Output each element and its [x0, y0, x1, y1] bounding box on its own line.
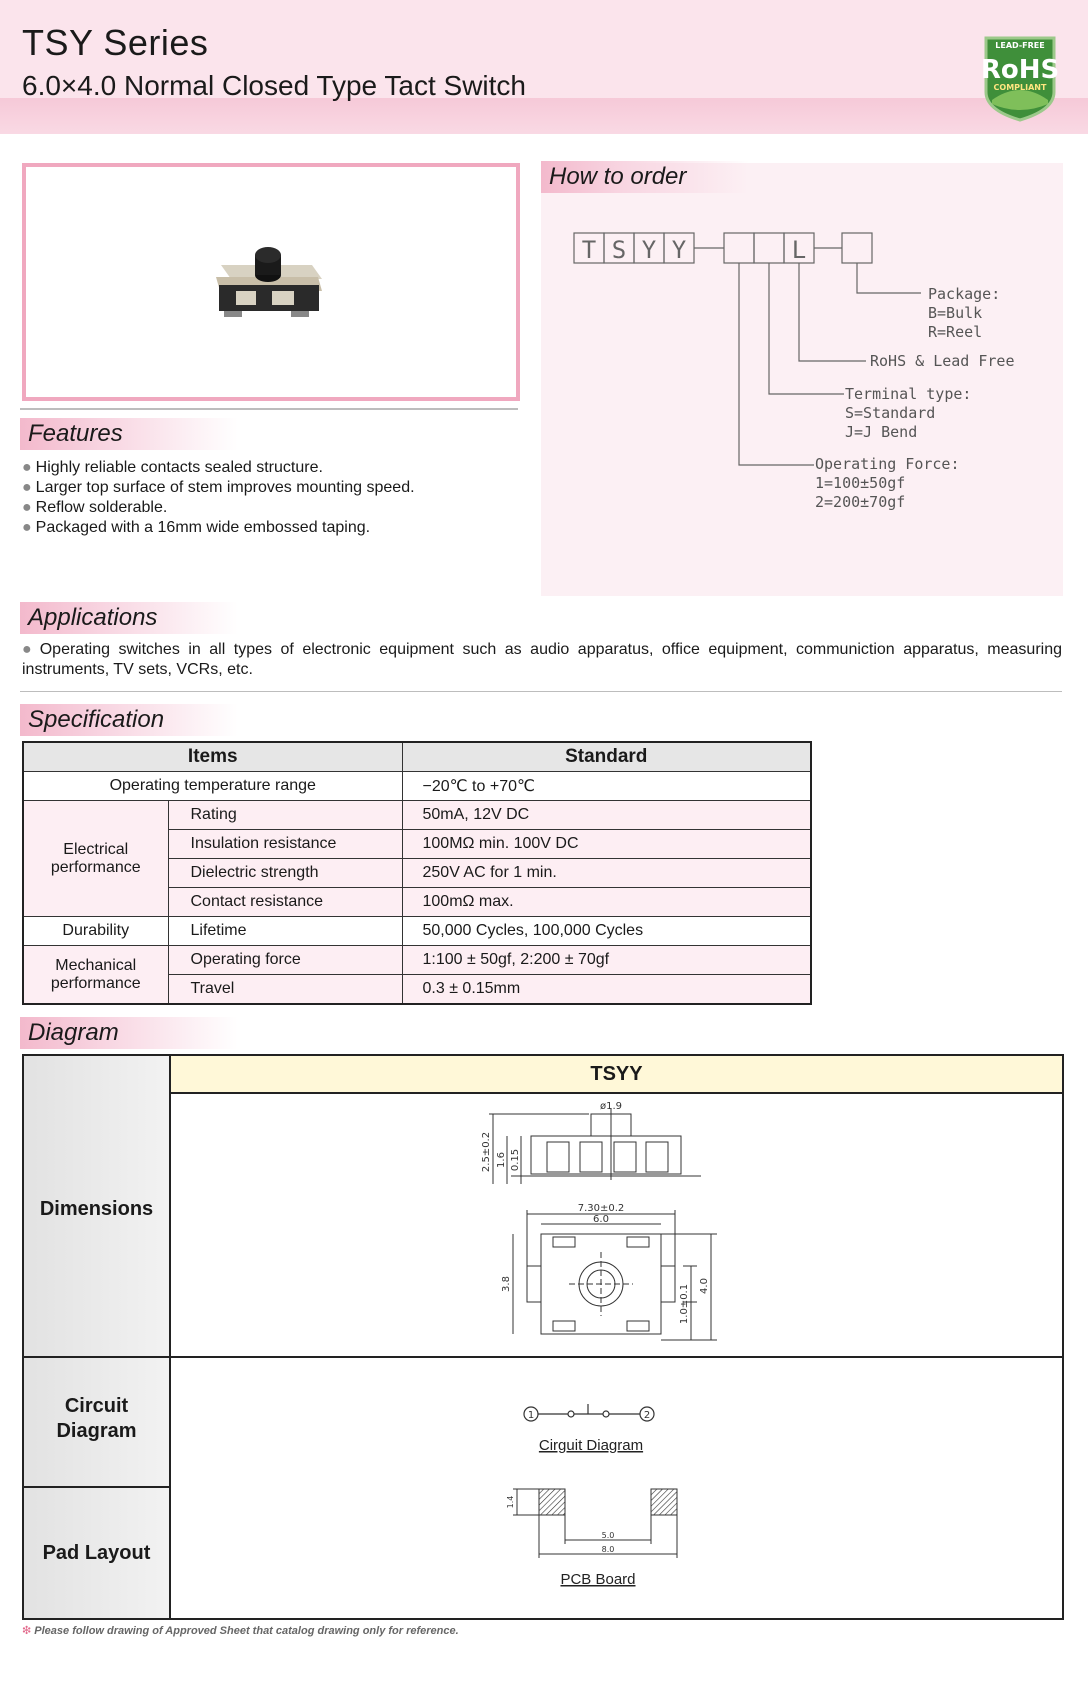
table-cell: Contact resistance — [168, 888, 402, 917]
svg-text:T: T — [581, 236, 597, 264]
table-cell: Electrical performance — [23, 801, 168, 917]
svg-text:Y: Y — [671, 236, 687, 264]
applications-text: ● Operating switches in all types of electronic equipment such as audio apparatus, office equipment, communiction apparatus, measuring instruments, TV sets, VCRs, etc. — [22, 641, 1062, 678]
specification-table — [22, 741, 812, 1005]
table-cell: 0.3 ± 0.15mm — [402, 975, 811, 1005]
applications-heading: Applications — [20, 602, 238, 634]
svg-text:2: 2 — [643, 1410, 651, 1421]
svg-text:1: 1 — [527, 1410, 535, 1421]
list-item: ● Larger top surface of stem improves mounting speed. — [22, 479, 415, 496]
order-code-diagram — [541, 163, 1063, 596]
features-heading: Features — [20, 418, 238, 450]
svg-text:4.0: 4.0 — [699, 1278, 710, 1294]
column-header: Standard — [402, 742, 811, 772]
divider — [20, 408, 518, 410]
rohs-badge-icon — [980, 30, 1060, 122]
circuit-cell — [24, 1358, 171, 1488]
table-cell: Durability — [23, 917, 168, 946]
svg-text:Y: Y — [641, 236, 657, 264]
svg-text:Cirguit Diagram: Cirguit Diagram — [538, 1437, 644, 1454]
svg-text:RoHS: RoHS — [980, 55, 1060, 85]
table-cell: Mechanical performance — [23, 946, 168, 1005]
table-cell: Operating force — [168, 946, 402, 975]
svg-text:6.0: 6.0 — [593, 1214, 609, 1225]
svg-text:3.8: 3.8 — [501, 1276, 512, 1292]
diagram-heading: Diagram — [20, 1017, 238, 1049]
specification-heading: Specification — [20, 704, 238, 736]
svg-text:1.6: 1.6 — [496, 1152, 507, 1168]
svg-text:0.15: 0.15 — [510, 1148, 521, 1172]
package-option: Package: B=Bulk R=Reel — [928, 285, 1001, 341]
table-cell: 50,000 Cycles, 100,000 Cycles — [402, 917, 811, 946]
dimension-drawing — [171, 1094, 1062, 1356]
how-to-order-heading: How to order — [541, 161, 749, 193]
dimensions-cell — [24, 1056, 171, 1358]
table-cell: 50mA, 12V DC — [402, 801, 811, 830]
list-item: ● Reflow solderable. — [22, 499, 168, 516]
table-cell: 100mΩ max. — [402, 888, 811, 917]
column-header: Items — [23, 742, 402, 772]
features-list — [22, 458, 522, 538]
page-header — [0, 0, 1088, 134]
svg-text:PCB Board: PCB Board — [560, 1571, 636, 1588]
table-cell: Travel — [168, 975, 402, 1005]
svg-text:2.5±0.2: 2.5±0.2 — [481, 1131, 492, 1173]
table-cell: Insulation resistance — [168, 830, 402, 859]
list-item: ● Highly reliable contacts sealed structure. — [22, 459, 323, 476]
diagram-table — [22, 1054, 1064, 1620]
table-cell: −20℃ to +70℃ — [402, 772, 811, 801]
dimensions-label: Dimensions — [39, 1198, 154, 1220]
svg-text:S: S — [611, 236, 627, 264]
table-cell: Rating — [168, 801, 402, 830]
svg-text:8.0: 8.0 — [601, 1545, 615, 1554]
circuit-drawing — [171, 1358, 1062, 1486]
product-photo-frame — [22, 163, 520, 401]
force-option: Operating Force: 1=100±50gf 2=200±70gf — [815, 455, 960, 511]
svg-text:L: L — [791, 236, 807, 264]
svg-text:7.30±0.2: 7.30±0.2 — [577, 1203, 625, 1214]
table-cell: Operating temperature range — [23, 772, 402, 801]
svg-text:LEAD-FREE: LEAD-FREE — [995, 41, 1045, 50]
terminal-option: Terminal type: S=Standard J=J Bend — [845, 385, 972, 441]
tact-switch-image — [26, 167, 516, 397]
table-cell: 1:100 ± 50gf, 2:200 ± 70gf — [402, 946, 811, 975]
svg-text:ø1.9: ø1.9 — [599, 1101, 623, 1112]
table-cell: Dielectric strength — [168, 859, 402, 888]
divider — [20, 691, 1062, 692]
svg-text:1.4: 1.4 — [506, 1495, 515, 1509]
svg-text:5.0: 5.0 — [601, 1531, 615, 1540]
page-title: TSY Series — [22, 22, 209, 63]
table-cell: Lifetime — [168, 917, 402, 946]
rohs-option: RoHS & Lead Free — [870, 352, 1015, 370]
pad-layout-drawing — [171, 1488, 1062, 1618]
pad-layout-label: Pad Layout — [42, 1542, 151, 1564]
svg-text:1.0±0.1: 1.0±0.1 — [679, 1283, 690, 1325]
page-subtitle: 6.0×4.0 Normal Closed Type Tact Switch — [22, 70, 526, 101]
list-item: ● Packaged with a 16mm wide embossed taping. — [22, 519, 371, 536]
model-header: TSYY — [171, 1056, 1062, 1094]
circuit-label: Circuit Diagram — [56, 1395, 137, 1442]
svg-text:COMPLIANT: COMPLIANT — [993, 83, 1047, 92]
reference-note: ❇ Please follow drawing of Approved Sheet that catalog drawing only for reference. — [22, 1625, 459, 1637]
pad-layout-cell — [24, 1488, 171, 1618]
table-cell: 250V AC for 1 min. — [402, 859, 811, 888]
table-cell: 100MΩ min. 100V DC — [402, 830, 811, 859]
